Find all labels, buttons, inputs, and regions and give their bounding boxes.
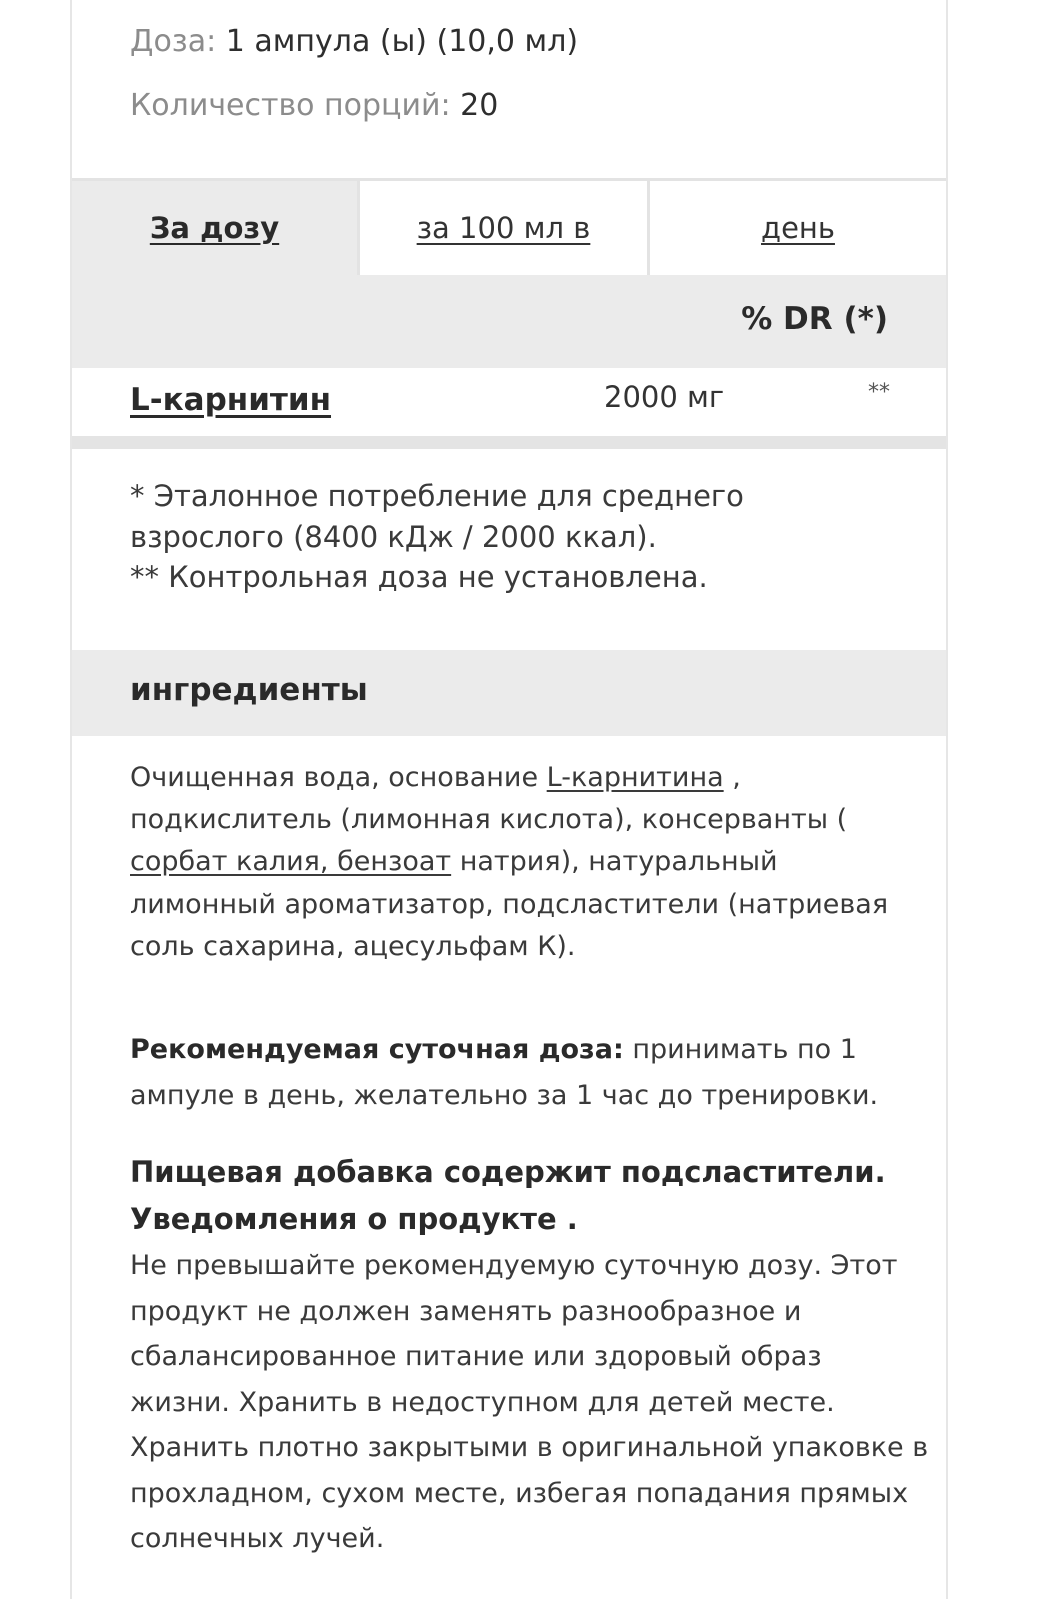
ingredients-part-2: , подкислитель (лимонная кислота), консерванты (	[130, 762, 848, 836]
footnote-reference-intake: * Эталонное потребление для среднего взрослого (8400 кДж / 2000 ккал).	[130, 479, 744, 554]
product-notices-title: Уведомления о продукте .	[130, 1202, 578, 1236]
ingredients-part-3: натрия), натуральный лимонный ароматизатор, подсластители (натриевая соль сахарина, ацесульфам К).	[130, 846, 889, 962]
recommended-dose-label: Рекомендуемая суточная доза:	[130, 1034, 624, 1065]
tab-per-100ml[interactable]: за 100 мл в	[360, 181, 650, 275]
ingredients-header	[72, 650, 946, 736]
ingredients-part-1: Очищенная вода, основание	[130, 762, 547, 793]
dr-header: % DR (*)	[741, 301, 888, 337]
dose-value: 1 ампула (ы) (10,0 мл)	[216, 24, 579, 59]
footnotes	[130, 476, 890, 598]
sweeteners-notice: Пищевая добавка содержит подсластители.	[130, 1155, 886, 1189]
recommended-dose	[130, 1027, 920, 1118]
sorbate-benzoate-link[interactable]: сорбат калия, бензоат	[130, 846, 452, 878]
nutrient-name-link[interactable]: L-карнитин	[130, 382, 332, 418]
product-warnings-text: Не превышайте рекомендуемую суточную дозу. Этот продукт не должен заменять разнообразное и сбалансированное питание или здоровый образ жизни. Хранить в недоступном для детей месте. Хранить плотно закрытыми в оригинальной упаковке в прохладном, сухом месте, избегая попадания прямых солнечных лучей.	[130, 1250, 929, 1554]
nutrition-tabs	[72, 178, 946, 275]
table-divider	[72, 436, 946, 449]
product-info-card	[70, 0, 948, 1599]
l-carnitine-link[interactable]: L-карнитина	[546, 762, 724, 793]
nutrient-dr: **	[868, 380, 890, 405]
product-notices-heading	[130, 1149, 930, 1243]
nutrient-row	[72, 368, 946, 436]
ingredients-text	[130, 757, 910, 968]
footnote-no-reference: ** Контрольная доза не установлена.	[130, 560, 708, 594]
ingredients-title: ингредиенты	[130, 672, 368, 708]
dose-label: Доза:	[130, 24, 217, 59]
recommended-dose-text: принимать по 1 ампуле в день, желательно за 1 час до тренировки.	[130, 1034, 879, 1111]
nutrient-amount: 2000 мг	[604, 380, 725, 414]
tab-per-day[interactable]: день	[761, 211, 835, 245]
tab-per-dose[interactable]: За дозу	[72, 181, 360, 275]
dose-line	[130, 22, 578, 62]
servings-label: Количество порций:	[130, 88, 451, 123]
dr-header-row	[72, 275, 946, 368]
servings-value: 20	[450, 88, 499, 123]
servings-line	[130, 86, 498, 126]
